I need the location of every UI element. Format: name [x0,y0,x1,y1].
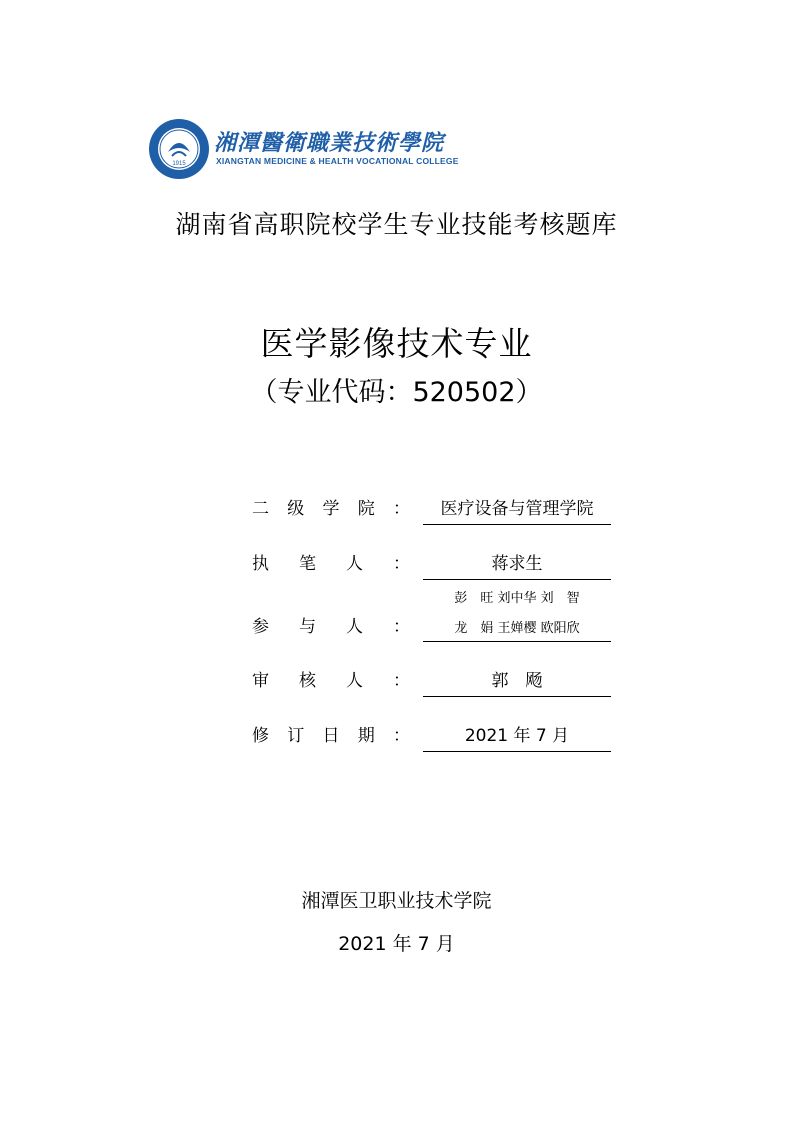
participants-label: 参 与 人 ： [252,617,410,637]
author-label: 执 笔 人 ： [252,554,410,574]
reviewer-label: 审 核 人 ： [252,671,410,691]
revision-date-value: 2021 年 7 月 [464,726,570,746]
logo-chinese-name: 湘潭醫衛職業技術學院 [214,130,445,156]
question-bank-title: 湖南省高职院校学生专业技能考核题库 [175,210,618,239]
logo-english-name: XIANGTAN MEDICINE & HEALTH VOCATIONAL COLLEGE [216,156,459,166]
seal-year: 1915 [172,161,186,167]
reviewer-value: 郭 飏 [491,671,543,691]
revision-date-label: 修 订 日 期 ： [252,726,410,746]
author-underline [423,579,611,580]
major-code: （专业代码：520502） [250,377,543,408]
participants-line-1: 彭 旺 刘中华 刘 智 [454,591,580,606]
publish-date: 2021 年 7 月 [338,933,455,955]
author-value: 蒋求生 [491,554,543,574]
major-title: 医学影像技术专业 [260,324,533,363]
participants-underline [423,641,611,642]
college-seal-icon [148,118,210,180]
school-name: 湘潭医卫职业技术学院 [301,890,492,912]
revision-date-underline [423,751,611,752]
reviewer-underline [423,696,611,697]
college-value: 医疗设备与管理学院 [440,499,594,519]
college-label: 二 级 学 院 ： [252,499,410,519]
college-underline [423,524,611,525]
college-logo [148,118,459,182]
participants-line-2: 龙 娟 王婵樱 欧阳欣 [454,621,580,636]
